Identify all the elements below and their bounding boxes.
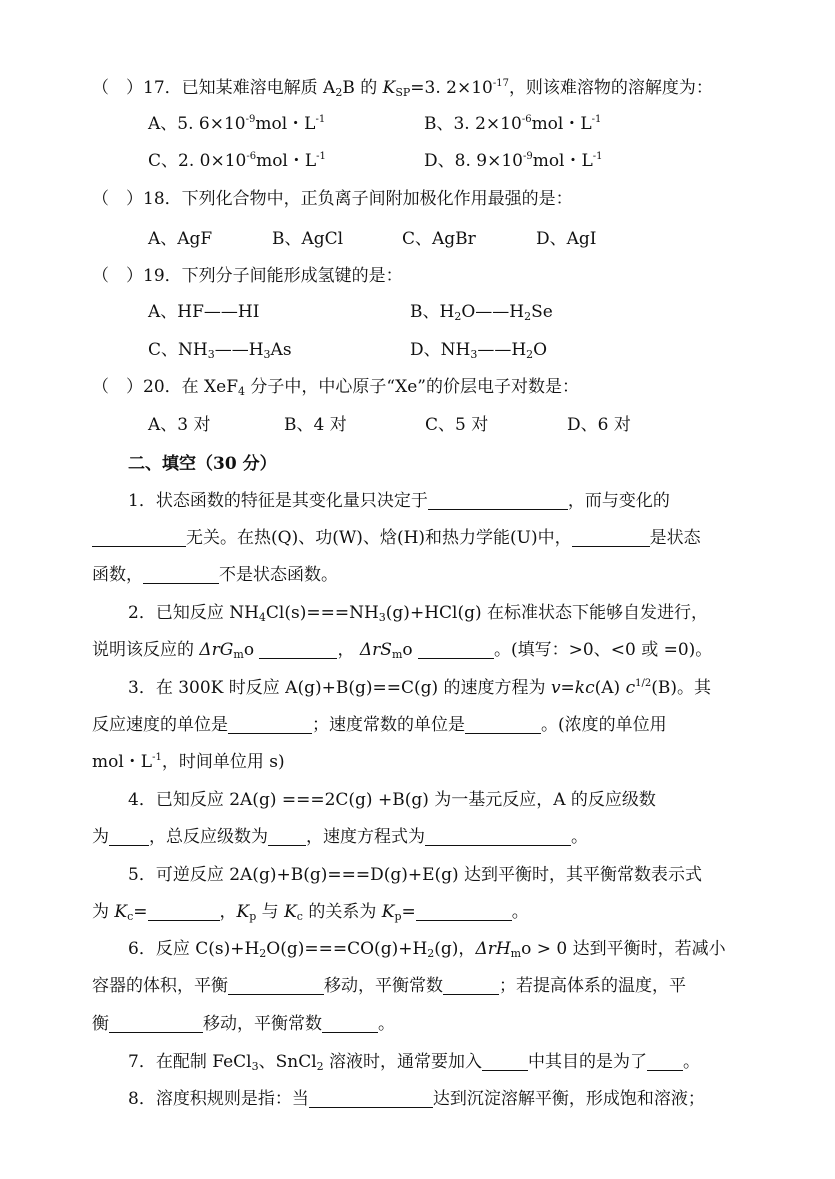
option-text: O——H	[461, 302, 525, 322]
text: 6．反应 C(s)+H	[128, 939, 260, 959]
unit: mol・L	[256, 151, 317, 171]
text: ，而与变化的	[567, 491, 670, 511]
f6-line-3	[92, 1012, 395, 1036]
unit: mol・L	[255, 114, 316, 134]
q17-text-1: 17．已知某难溶电解质 A	[143, 78, 336, 98]
f3-line-2	[92, 713, 667, 737]
f4-line-2	[92, 825, 588, 849]
q18-stem: （ ）18．下列化合物中，正负离子间附加极化作用最强的是：	[92, 189, 573, 209]
option-text: ——H	[477, 340, 527, 360]
ksp-value: =3. 2×10	[410, 78, 493, 98]
answer-blank[interactable]	[465, 715, 541, 734]
q20-text-1: （ ）20．在 XeF	[92, 377, 238, 397]
text: 是状态	[649, 528, 701, 548]
text: 溶液时，通常要加入	[323, 1052, 483, 1072]
option-text: A、5. 6×10	[148, 114, 246, 134]
q19-option-d	[410, 338, 547, 362]
q20-option-d: D、6 对	[567, 415, 631, 435]
subscript: 2	[454, 310, 462, 323]
text: 容器的体积，平衡	[92, 976, 228, 996]
subscript: 3	[470, 348, 478, 361]
f2-line-1	[128, 601, 708, 625]
q19-stem: （ ）19．下列分子间能形成氢键的是：	[92, 266, 403, 286]
f6-line-2	[92, 974, 686, 998]
answer-blank[interactable]	[148, 902, 220, 921]
q20-option-b: B、4 对	[284, 415, 347, 435]
text: 。	[683, 1052, 701, 1072]
standard-mark: o	[402, 640, 413, 660]
superscript: 1/2	[635, 678, 652, 689]
text: 移动，平衡常数	[203, 1014, 322, 1034]
superscript: -9	[245, 114, 256, 125]
text: mol・L	[92, 752, 153, 772]
subscript: c	[296, 910, 303, 923]
text: 为	[92, 827, 109, 847]
subscript: 3	[263, 348, 271, 361]
q20-option-a: A、3 对	[148, 415, 211, 435]
option-text: B、3. 2×10	[424, 114, 522, 134]
f1-line-3	[92, 563, 338, 587]
answer-blank[interactable]	[416, 902, 512, 921]
q18-option-c: C、AgBr	[402, 229, 476, 249]
answer-blank[interactable]	[322, 1014, 378, 1033]
text: 中其目的是为了	[528, 1052, 648, 1072]
q17-text-2: B 的	[342, 78, 383, 98]
q19-option-b	[410, 300, 553, 324]
subscript: m	[510, 947, 522, 960]
text: 衡	[92, 1014, 109, 1034]
entropy-symbol: ΔrS	[359, 640, 392, 660]
subscript: 2	[335, 86, 343, 99]
text: 。	[378, 1014, 395, 1034]
answer-blank[interactable]	[228, 976, 324, 995]
subscript: 3	[251, 1060, 259, 1073]
superscript: -1	[315, 114, 326, 125]
text: 。	[571, 827, 588, 847]
answer-blank[interactable]	[443, 976, 499, 995]
text: 反应速度的单位是	[92, 715, 228, 735]
answer-blank[interactable]	[92, 528, 186, 547]
enthalpy-symbol: ΔrH	[475, 939, 511, 959]
text: ，	[219, 902, 237, 922]
text: ；若提高体系的温度，平	[499, 976, 686, 996]
kc-symbol: K	[284, 902, 297, 922]
f6-line-1	[128, 937, 726, 961]
text: (B)。其	[651, 678, 711, 698]
option-text: D、8. 9×10	[424, 151, 523, 171]
superscript: -6	[521, 114, 532, 125]
q18-option-a: A、AgF	[148, 229, 213, 249]
subscript: 4	[238, 385, 245, 398]
text: c	[625, 678, 636, 698]
standard-mark: o	[243, 640, 255, 660]
f1-line-2	[92, 526, 701, 550]
superscript: -1	[316, 151, 326, 162]
text: 不是状态函数。	[219, 565, 338, 585]
kp-symbol: K	[381, 902, 395, 922]
answer-blank[interactable]	[647, 1052, 683, 1071]
subscript: 2	[524, 310, 532, 323]
gibbs-symbol: ΔrG	[199, 640, 234, 660]
option-text: B、H	[410, 302, 455, 322]
text: 说明该反应的	[92, 640, 200, 660]
q18-option-d: D、AgI	[536, 229, 597, 249]
subscript: 2	[259, 947, 267, 960]
superscript: -17	[492, 78, 509, 89]
text: (g)，	[434, 939, 476, 959]
kp-symbol: K	[236, 902, 250, 922]
answer-blank[interactable]	[143, 565, 219, 584]
superscript: -1	[592, 151, 603, 162]
rate-equation: v=kc	[550, 678, 595, 698]
f2-line-2	[92, 638, 712, 662]
text: ，速度方程式为	[306, 827, 425, 847]
text: 8．溶度积规则是指：当	[128, 1089, 309, 1109]
q17-option-b	[424, 112, 601, 136]
text: ，	[337, 640, 355, 660]
q19-option-a: A、HF——HI	[148, 302, 260, 322]
text: 。	[511, 902, 529, 922]
q17-option-a	[148, 112, 325, 136]
subscript: 2	[316, 1060, 324, 1073]
q17-option-c	[148, 149, 326, 173]
text: 与	[256, 902, 285, 922]
text: 为	[92, 902, 115, 922]
text: O(g)===CO(g)+H	[266, 939, 428, 959]
answer-blank[interactable]	[482, 1052, 528, 1071]
superscript: -6	[246, 151, 257, 162]
text: 2．已知反应 NH	[128, 603, 259, 623]
subscript: 2	[427, 947, 435, 960]
option-text: C、2. 0×10	[148, 151, 247, 171]
option-text: C、NH	[148, 340, 208, 360]
f5-line-1: 5．可逆反应 2A(g)+B(g)===D(g)+E(g) 达到平衡时，其平衡常数表示式	[128, 865, 703, 885]
text: o > 0 达到平衡时，若减小	[521, 939, 726, 959]
subscript: p	[249, 910, 257, 923]
text: =	[401, 902, 416, 922]
subscript: 3	[378, 611, 386, 624]
subscript: c	[127, 910, 134, 923]
section-heading: 二、填空（30 分）	[128, 454, 277, 474]
option-text: ——H	[214, 340, 264, 360]
f3-line-1	[128, 676, 711, 700]
f5-line-2	[92, 900, 529, 924]
subscript: m	[391, 648, 403, 661]
subscript: 4	[258, 611, 266, 624]
text: 、SnCl	[258, 1052, 317, 1072]
subscript: 3	[207, 348, 215, 361]
option-text: D、NH	[410, 340, 471, 360]
superscript: -1	[591, 114, 602, 125]
q20-option-c: C、5 对	[425, 415, 489, 435]
f4-line-1: 4．已知反应 2A(g) ===2C(g) +B(g) 为一基元反应，A 的反应级数	[128, 790, 656, 810]
text: 。(浓度的单位用	[541, 715, 667, 735]
q18-option-b: B、AgCl	[272, 229, 344, 249]
text: 移动，平衡常数	[324, 976, 443, 996]
text: 无关。在热(Q)、功(W)、焓(H)和热力学能(U)中，	[186, 528, 572, 548]
text: 达到沉淀溶解平衡，形成饱和溶液；	[432, 1089, 705, 1109]
q17-stem	[92, 76, 713, 100]
text: (g)+HCl(g) 在标准状态下能够自发进行，	[385, 603, 709, 623]
unit: mol・L	[532, 151, 593, 171]
answer-blank[interactable]	[109, 827, 149, 846]
answer-blank[interactable]	[572, 528, 650, 547]
answer-blank[interactable]	[109, 1014, 203, 1033]
text: 7．在配制 FeCl	[128, 1052, 252, 1072]
superscript: -1	[152, 752, 162, 763]
answer-paren: （ ）	[92, 78, 143, 98]
text: 的关系为	[302, 902, 382, 922]
f7-line	[128, 1050, 700, 1074]
text: 函数，	[92, 565, 143, 585]
answer-blank[interactable]	[428, 491, 568, 510]
answer-blank[interactable]	[228, 715, 312, 734]
answer-blank[interactable]	[309, 1089, 433, 1108]
subscript: p	[394, 910, 402, 923]
kc-symbol: K	[114, 902, 128, 922]
q19-option-c	[148, 338, 292, 362]
superscript: -9	[522, 151, 533, 162]
f1-line-1	[128, 489, 670, 513]
q17-text-3: ，则该难溶物的溶解度为：	[508, 78, 713, 98]
ksp-symbol: K	[382, 78, 396, 98]
option-text: As	[270, 340, 292, 360]
answer-blank[interactable]	[418, 640, 494, 659]
answer-blank[interactable]	[268, 827, 306, 846]
text: 。(填写：>0、<0 或 =0)。	[494, 640, 713, 660]
subscript: m	[233, 648, 244, 661]
f8-line	[128, 1087, 705, 1111]
text: Cl(s)===NH	[265, 603, 379, 623]
text: ，总反应级数为	[149, 827, 268, 847]
q20-stem	[92, 375, 579, 399]
text: 3．在 300K 时反应 A(g)+B(g)==C(g) 的速度方程为	[128, 678, 551, 698]
text: =	[133, 902, 148, 922]
q20-text-2: 分子中，中心原子“Xe”的价层电子对数是：	[245, 377, 579, 397]
option-text: O	[533, 340, 548, 360]
subscript: SP	[395, 86, 411, 99]
answer-blank[interactable]	[259, 640, 337, 659]
text: 1．状态函数的特征是其变化量只决定于	[128, 491, 428, 511]
f3-line-3	[92, 750, 285, 774]
text: (A)	[594, 678, 626, 698]
answer-blank[interactable]	[425, 827, 571, 846]
option-text: Se	[531, 302, 553, 322]
unit: mol・L	[531, 114, 592, 134]
q17-option-d	[424, 149, 603, 173]
subscript: 2	[526, 348, 534, 361]
text: ，时间单位用 s)	[161, 752, 285, 772]
text: ；速度常数的单位是	[312, 715, 465, 735]
